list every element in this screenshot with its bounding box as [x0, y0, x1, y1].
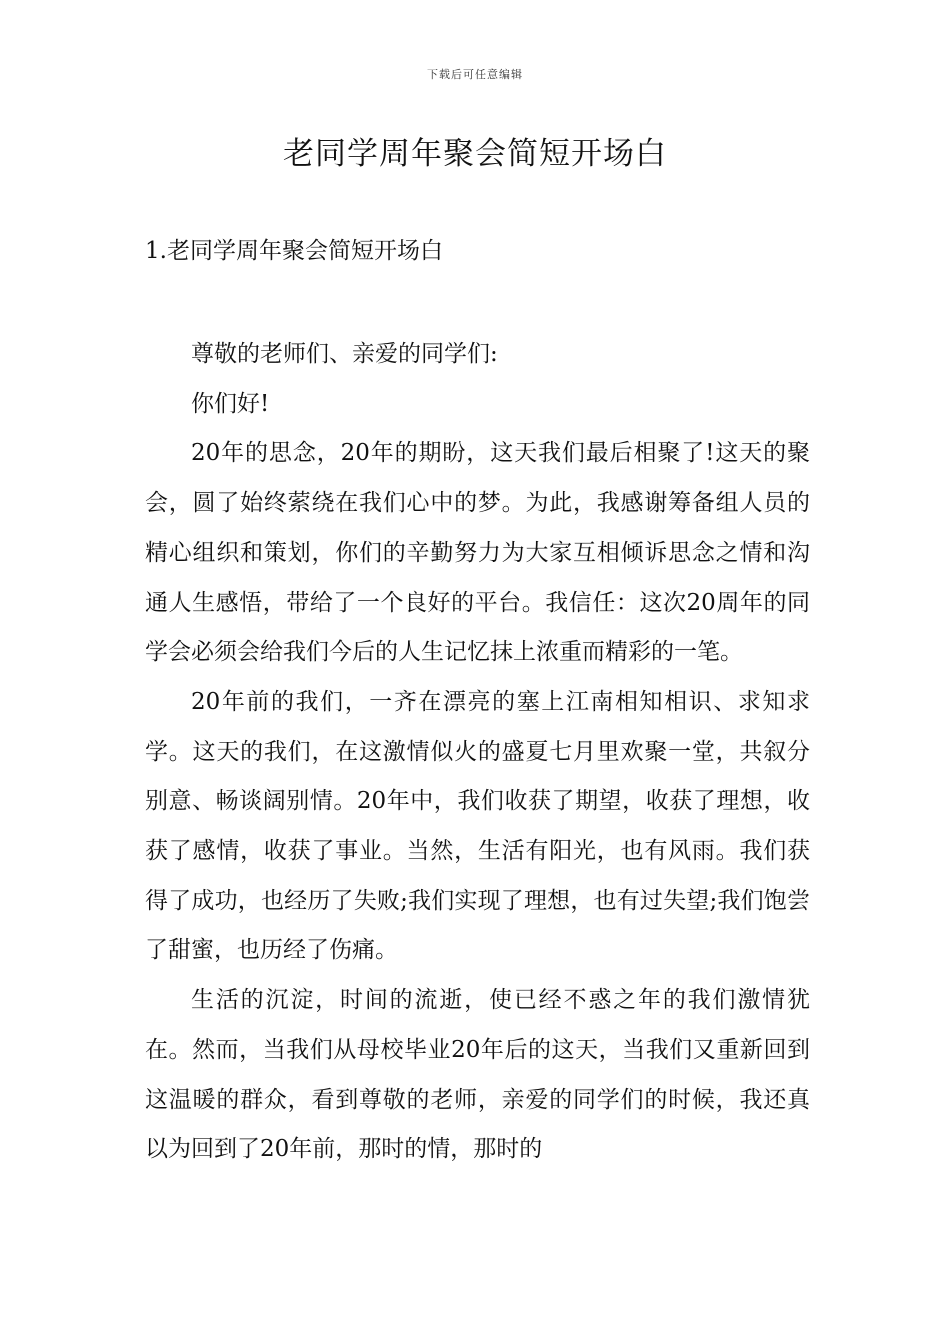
body-text	[145, 330, 810, 1175]
paragraph-salutation: 尊敬的老师们、亲爱的同学们:	[191, 341, 498, 367]
header-note: 下载后可任意编辑	[427, 68, 523, 81]
section-heading: 1.老同学周年聚会简短开场白	[145, 238, 443, 264]
paragraph-greeting: 你们好!	[191, 390, 270, 417]
paragraph: 生活的沉淀，时间的流逝，使已经不惑之年的我们激情犹在。然而，当我们从母校毕业20年后的这天，当我们又重新回到这温暖的群众，看到尊敬的老师，亲爱的同学们的时候，我还真以为回到了20年前，那时的情，那时的	[145, 987, 810, 1163]
paragraph: 20年前的我们，一齐在漂亮的塞上江南相知相识、求知求学。这天的我们，在这激情似火的盛夏七月里欢聚一堂，共叙分别意、畅谈阔别情。20年中，我们收获了期望，收获了理想，收获了感情，收获了事业。当然，生活有阳光，也有风雨。我们获得了成功，也经历了失败;我们实现了理想，也有过失望;我们饱尝了甜蜜，也历经了伤痛。	[145, 688, 810, 964]
document-title: 老同学周年聚会简短开场白	[283, 136, 667, 172]
paragraph: 20年的思念，20年的期盼，这天我们最后相聚了!这天的聚会，圆了始终萦绕在我们心中的梦。为此，我感谢筹备组人员的精心组织和策划，你们的辛勤努力为大家互相倾诉思念之情和沟通人生感悟，带给了一个良好的平台。我信任：这次20周年的同学会必须会给我们今后的人生记忆抹上浓重而精彩的一笔。	[145, 440, 810, 666]
